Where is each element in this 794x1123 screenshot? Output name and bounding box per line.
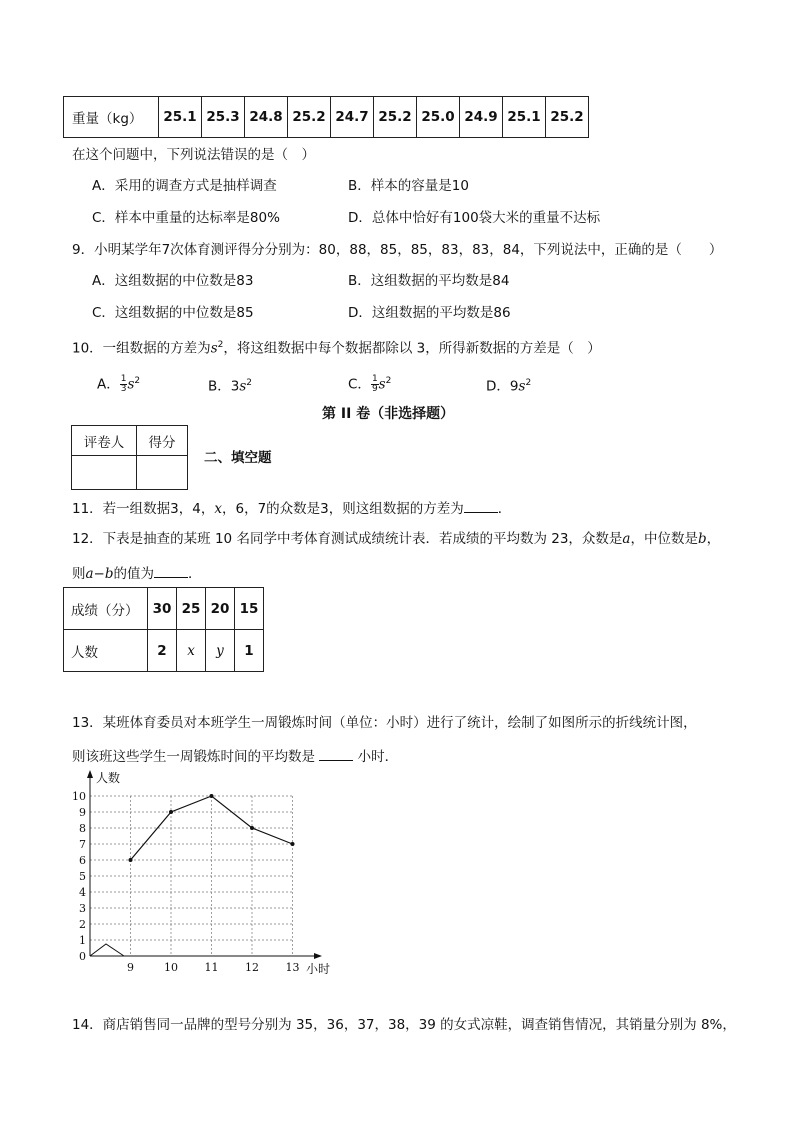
q11-post: ，6，7的众数是3，则这组数据的方差为 [221,501,464,517]
y-tick-label: 6 [79,854,86,867]
score-cell [137,456,188,490]
q11-stem [72,498,511,518]
weight-cell: 25.0 [417,97,460,138]
exponent: 2 [385,376,392,386]
q10-stem-sup: 2 [217,340,224,350]
exponent: 2 [525,378,532,388]
count-cell: 1 [235,630,264,672]
grader-cell [72,456,137,490]
q9-option-d: D．这组数据的平均数是86 [348,305,511,321]
fraction-denominator: 9 [371,384,378,394]
data-point [250,826,254,830]
x-tick-label: 10 [164,961,178,974]
q8-option-d: D．总体中恰好有100袋大米的重量不达标 [348,210,601,226]
y-tick-label: 0 [79,950,86,963]
q12-expr: a−b [85,566,114,582]
count-row-header: 人数 [64,630,148,672]
count-cell: x [177,630,206,672]
y-tick-label: 10 [72,790,86,803]
y-tick-label: 5 [79,870,86,883]
table-row [64,630,264,672]
weight-table [63,96,589,138]
q9-stem: 9．小明某学年7次体育测评得分分别为：80，88，85，85，83，83，84，下列说法中，正确的是（ ） [72,242,723,258]
answer-blank [154,563,188,578]
q12-line1-mid: ，中位数是 [630,531,698,547]
table-row [72,426,188,456]
weight-cell: 24.8 [245,97,288,138]
grader-table [71,425,188,490]
table-row [64,588,264,630]
weight-cell: 25.1 [159,97,202,138]
q13-line1: 13．某班体育委员对本班学生一周锻炼时间（单位：小时）进行了统计，绘制了如图所示的折线统计图， [72,715,697,731]
q10-option-b [208,374,252,396]
y-tick-labels [72,790,86,963]
grade-cell: 30 [148,588,177,630]
y-tick-label: 1 [79,934,86,947]
q8-stem: 在这个问题中，下列说法错误的是（ ） [72,147,315,163]
weight-cell: 25.2 [288,97,331,138]
x-tick-labels [127,961,300,974]
q12-line1-pre: 12．下表是抽查的某班 10 名同学中考体育测试成绩统计表．若成绩的平均数为 23，众数是 [72,531,623,547]
data-point [210,794,214,798]
q11-pre: 11．若一组数据3，4， [72,501,215,517]
y-tick-label: 7 [79,838,86,851]
grade-cell: 15 [235,588,264,630]
variable-s: s [518,378,526,395]
count-cell: 2 [148,630,177,672]
weight-cell: 25.2 [374,97,417,138]
q8-option-a: A．采用的调查方式是抽样调查 [92,178,277,194]
fraction-numerator: 1 [371,374,378,384]
q12-var-a: a [622,531,631,547]
data-point [129,858,133,862]
grade-cell: 20 [206,588,235,630]
coefficient: 9 [509,378,519,395]
axis-break-mark [90,944,124,956]
q10-stem-var: s [210,340,218,357]
q10-stem [72,336,601,358]
option-label: C． [348,376,371,393]
q11-var: x [214,501,222,517]
line-chart [60,768,350,978]
exponent: 2 [246,378,253,388]
weight-cell: 25.2 [546,97,589,138]
y-tick-label: 4 [79,886,86,899]
y-tick-label: 2 [79,918,86,931]
section-title: 第 II 卷（非选择题） [322,406,455,422]
q14-text: 14．商店销售同一品牌的型号分别为 35，36，37，38，39 的女式凉鞋，调查销售情况，其销量分别为 8%， [72,1017,736,1033]
chart-grid [90,796,293,956]
answer-blank [464,498,498,513]
q13-line2-pre: 则该班这些学生一周锻炼时间的平均数是 [72,749,315,765]
variable-s: s [239,378,247,395]
option-label: B． [208,378,231,395]
x-tick-label: 9 [127,961,134,974]
x-tick-label: 11 [204,961,219,974]
y-axis-arrow [87,770,93,778]
answer-blank [319,746,353,761]
x-tick-label: 12 [245,961,259,974]
exponent: 2 [134,376,141,386]
part-title: 二、填空题 [204,450,272,466]
weight-cell: 24.7 [331,97,374,138]
table-row [64,97,589,138]
q10-stem-post: ，将这组数据中每个数据都除以 3，所得新数据的方差是（ ） [223,340,601,357]
y-axis-label: 人数 [96,771,121,785]
weight-header: 重量（kg） [64,97,159,138]
variable-s: s [378,376,386,393]
weight-cell: 25.3 [202,97,245,138]
x-axis-label: 小时 [306,962,331,976]
q12-line2-post: 的值为 [113,566,155,582]
fraction [371,375,379,394]
coefficient: 3 [230,378,240,395]
variable-s: s [127,376,135,393]
q8-option-c: C．样本中重量的达标率是80% [92,210,280,226]
q13-line2 [72,746,398,766]
q13-line2-post: 小时． [357,749,399,765]
q12-line2-end: ． [188,566,202,582]
q10-option-a [97,372,140,394]
data-point [169,810,173,814]
grade-table [63,587,264,672]
grade-cell: 25 [177,588,206,630]
count-cell: y [206,630,235,672]
q12-line2 [72,563,202,583]
option-label: A． [97,376,120,393]
fraction-numerator: 1 [120,374,127,384]
q12-line2-pre: 则 [72,566,86,582]
q9-option-c: C．这组数据的中位数是85 [92,305,254,321]
fraction-denominator: 3 [120,384,127,394]
data-point [291,842,295,846]
q11-end: ． [497,501,512,517]
y-tick-label: 3 [79,902,86,915]
score-header: 得分 [137,426,188,456]
q9-option-b: B．这组数据的平均数是84 [348,273,510,289]
grader-header: 评卷人 [72,426,137,456]
weight-cell: 24.9 [460,97,503,138]
option-label: D． [486,378,510,395]
q12-var-b: b [697,531,707,547]
weight-cell: 25.1 [503,97,546,138]
q9-option-a: A．这组数据的中位数是83 [92,273,254,289]
q12-line1-end: ， [706,531,721,547]
q8-option-b: B．样本的容量是10 [348,178,469,194]
q10-stem-pre: 10．一组数据的方差为 [72,340,211,357]
q12-line1 [72,530,720,548]
y-tick-label: 8 [79,822,86,835]
x-axis-arrow [314,953,322,959]
x-tick-label: 13 [285,961,300,974]
grade-row-header: 成绩（分） [64,588,148,630]
table-row [72,456,188,490]
q10-option-d [486,374,531,396]
q10-option-c [348,372,391,394]
y-tick-label: 9 [79,806,86,819]
